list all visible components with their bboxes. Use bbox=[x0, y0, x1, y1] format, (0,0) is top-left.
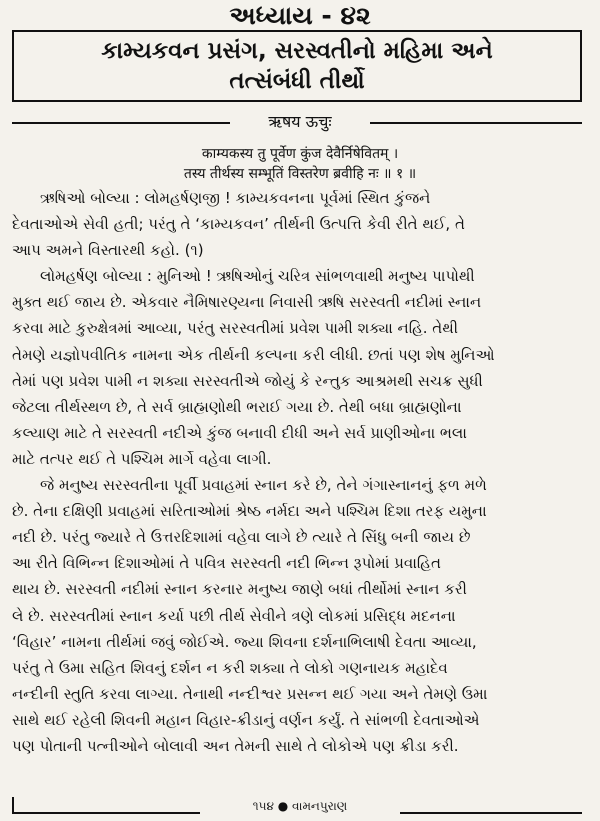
sanskrit-verse-line-2: तस्य तीर्थस्य सम्भूतिं विस्तरेण ब्रवीहि नः ॥ १ ॥ bbox=[183, 166, 417, 182]
body-line: લોમહર્ષણ બોલ્યા : મુનિઓ ! ઋષિઓનું ચરિત્ર સાંભળવાથી મનુષ્ય પાપોથી bbox=[40, 267, 475, 286]
body-line: છે. તેના દક્ષિણી પ્રવાહમાં સરિતાઓમાં શ્રેષ્ઠ નર્મદા અને પશ્ચિમ દિશા તરફ યમુના bbox=[12, 502, 487, 521]
chapter-title-line-2: તત્સંબંધી તીર્થો bbox=[229, 68, 365, 94]
body-line: જે મનુષ્ય સરસ્વતીના પૂર્વી પ્રવાહમાં સ્નાન કરે છે, તેને ગંગાસ્નાનનું ફળ મળે bbox=[40, 476, 487, 495]
body-line: માટે તત્પર થઈ તે પશ્ચિમ માર્ગે વહેવા લાગી. bbox=[12, 449, 272, 468]
chapter-heading: અધ્યાય - ૪૨ bbox=[229, 1, 371, 30]
page-footer: ૧૫૪ ● વામનપુરાણ bbox=[200, 797, 400, 815]
body-line: કલ્યાણ માટે તે સરસ્વતી નદીએ કુંજ બનાવી દીધી અને સર્વ પ્રાણીઓના ભલા bbox=[12, 423, 467, 442]
body-line: પણ પોતાની પત્નીઓને બોલાવી અન તેમની સાથે તે લોકોએ પણ ક્રીડા કરી. bbox=[12, 736, 459, 755]
body-line: પરંતુ તે ઉમા સહિત શિવનું દર્શન ન કરી શક્યા તે લોકો ગણનાયક મહાદેવ bbox=[12, 658, 448, 677]
body-line: જેટલા તીર્થસ્થળ છે, તે સર્વ બ્રાહ્મણોથી ભરાઈ ગયા છે. તેથી બધા બ્રાહ્મણોના bbox=[12, 397, 462, 416]
chapter-title-box bbox=[12, 30, 582, 102]
body-line: આ રીતે વિભિન્ન દિશાઓમાં તે પવિત્ર સરસ્વતી નદી ભિન્ન રૂપોમાં પ્રવાહિત bbox=[12, 554, 441, 573]
body-line: આપ અમને વિસ્તારથી કહો. (૧) bbox=[12, 241, 204, 260]
chapter-title-line-1: કામ્યકવન પ્રસંગ, સરસ્વતીનો મહિમા અને bbox=[101, 38, 493, 64]
sanskrit-verse-line-1: काम्यकस्य तु पूर्वेण कुंज देवैर्निषेवितम् । bbox=[201, 146, 399, 162]
body-line: લે છે. સરસ્વતીમાં સ્નાન કર્યા પછી તીર્થ સેવીને ત્રણે લોકમાં પ્રસિદ્ધ મદનના bbox=[12, 606, 456, 625]
footer-corner-mark bbox=[12, 797, 14, 812]
body-line: થાય છે. સરસ્વતી નદીમાં સ્નાન કરનાર મનુષ્ય જાણે બધાં તીર્થોમાં સ્નાન કરી bbox=[12, 580, 467, 599]
body-line: દેવતાઓએ સેવી હતી; પરંતુ તે ‘કામ્યકવન’ તીર્થની ઉત્પત્તિ કેવી રીતે થઈ, તે bbox=[12, 215, 465, 234]
body-line: નદી છે. પરંતુ જ્યારે તે ઉત્તરદિશામાં વહેવા લાગે છે ત્યારે તે સિંધુ બની જાય છે bbox=[12, 528, 471, 547]
body-line: સાથે થઈ રહેલી શિવની મહાન વિહાર-ક્રીડાનું વર્ણન કર્યું. તે સાંભળી દેવતાઓએ bbox=[12, 710, 480, 729]
body-line: મુક્ત થઈ જાય છે. એકવાર નૈમિષારણ્યના નિવાસી ઋષિ સરસ્વતી નદીમાં સ્નાન bbox=[12, 293, 482, 312]
body-line: તેમાં પણ પ્રવેશ પામી ન શક્યા સરસ્વતીએ જોયું કે રન્તુક આશ્રમથી સચક્ર સુધી bbox=[12, 371, 483, 390]
body-line: તેમણે યજ્ઞોપવીતિક નામના એક તીર્થની કલ્પના કરી લીધી. છતાં પણ શેષ મુનિઓ bbox=[12, 345, 495, 364]
body-line: નન્દીની સ્તુતિ કરવા લાગ્યા. તેનાથી નન્દીશ્વર પ્રસન્ન થઈ ગયા અને તેમણે ઉમા bbox=[12, 684, 488, 703]
speaker-label: ऋषय ऊचुः bbox=[230, 110, 370, 134]
body-line: કરવા માટે કુરુક્ષેત્રમાં આવ્યા, પરંતુ સરસ્વતીમાં પ્રવેશ પામી શક્યા નહિ. તેથી bbox=[12, 319, 459, 338]
body-text bbox=[12, 185, 582, 759]
body-line: ઋષિઓ બોલ્યા : લોમહર્ષણજી ! કામ્યકવનના પૂર્વમાં સ્થિત કુંજને bbox=[40, 189, 431, 207]
body-line: ‘વિહાર’ નામના તીર્થમાં જવું જોઈએ. જ્યા શિવના દર્શનાભિલાષી દેવતા આવ્યા, bbox=[12, 632, 477, 651]
